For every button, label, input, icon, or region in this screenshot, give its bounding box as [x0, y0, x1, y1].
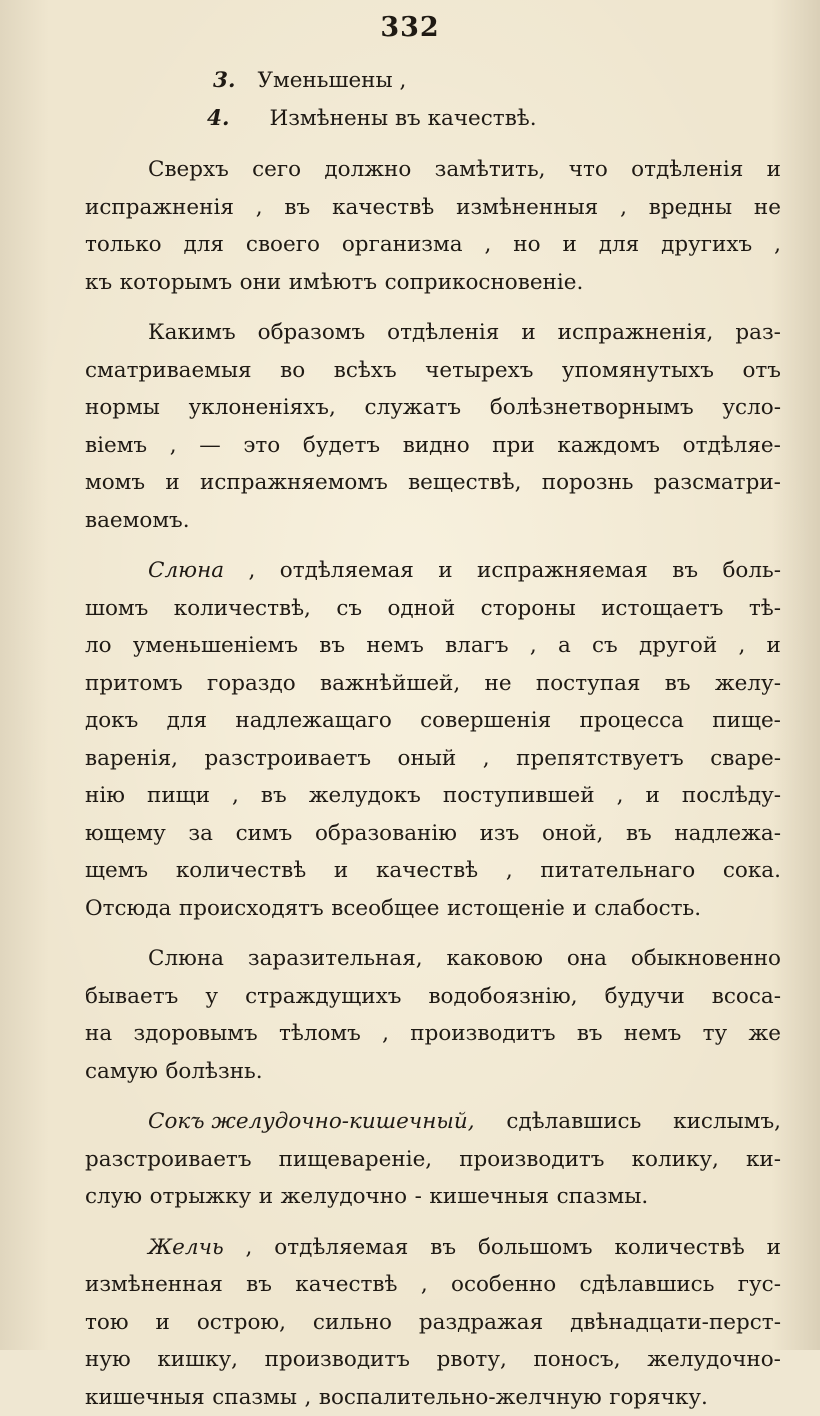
word: сего	[252, 151, 301, 189]
word: кишечныя	[85, 1379, 205, 1416]
word: самую	[85, 1053, 158, 1091]
text-line	[85, 464, 781, 502]
word: и	[521, 314, 535, 352]
word: образованію	[315, 815, 457, 853]
word: ,	[483, 740, 490, 778]
word: ,	[305, 1379, 312, 1416]
word: образомъ	[258, 314, 366, 352]
paragraph-1	[85, 151, 781, 301]
word: ло	[85, 627, 112, 665]
word: въ	[319, 627, 345, 665]
word: гус-	[738, 1266, 781, 1304]
text-line	[85, 189, 781, 227]
word: ,	[382, 1015, 389, 1053]
word: въ	[665, 665, 691, 703]
list-number: 4.	[207, 100, 229, 138]
word: упомянутыхъ	[562, 352, 714, 390]
word: испражняемомъ	[200, 464, 388, 502]
word: измѣненныя	[456, 189, 598, 227]
word: стороны	[481, 590, 576, 628]
text-line	[85, 1103, 781, 1141]
word: оный	[398, 740, 457, 778]
word: болѣзнетворнымъ	[490, 389, 694, 427]
word: нію	[85, 777, 125, 815]
word: отдѣленія	[631, 151, 743, 189]
text-line	[85, 740, 781, 778]
word: ,	[617, 777, 624, 815]
word: для	[184, 226, 224, 264]
word: количествѣ	[176, 852, 306, 890]
word: ющему	[85, 815, 166, 853]
text-line	[85, 151, 781, 189]
paragraph-gastric-juice	[85, 1103, 781, 1216]
word: ,	[421, 1266, 428, 1304]
word: четырехъ	[425, 352, 533, 390]
word: порознь	[542, 464, 634, 502]
text-line	[85, 852, 781, 890]
text-line	[85, 1053, 781, 1091]
text-line	[85, 1178, 781, 1216]
word: и	[165, 464, 179, 502]
word: и	[438, 552, 452, 590]
word: бываетъ	[85, 978, 178, 1016]
list-text: Измѣнены въ качествѣ.	[269, 100, 536, 138]
word: желудочно-	[647, 1341, 781, 1379]
text-line	[85, 427, 781, 465]
text-line	[85, 1341, 781, 1379]
word: кишечныя	[429, 1178, 549, 1216]
word: къ	[85, 264, 112, 302]
word: пищевареніе,	[279, 1141, 433, 1179]
word: соприкосновеніе.	[385, 264, 584, 302]
word: качествѣ	[332, 189, 434, 227]
word: послѣду-	[682, 777, 781, 815]
word: въ	[672, 552, 698, 590]
word: —	[199, 427, 221, 465]
page-text	[85, 62, 781, 1416]
word: заразительная,	[248, 940, 423, 978]
word: и	[767, 151, 781, 189]
word: количествѣ,	[174, 590, 311, 628]
word: ную	[85, 1341, 131, 1379]
paragraph-2	[85, 314, 781, 539]
word: сдѣлавшись	[506, 1103, 641, 1141]
word: пище-	[712, 702, 781, 740]
paragraph-bile	[85, 1229, 781, 1416]
word: кишку,	[157, 1341, 238, 1379]
word: острою,	[197, 1304, 286, 1342]
word: при	[492, 427, 534, 465]
word: и	[156, 1304, 170, 1342]
word: не	[485, 665, 512, 703]
word: для	[599, 226, 639, 264]
word: Отсюда	[85, 890, 171, 928]
word: испражненія,	[558, 314, 714, 352]
text-line	[85, 665, 781, 703]
text-line	[85, 1229, 781, 1267]
list-number: 3.	[213, 62, 235, 100]
word: поступившей	[443, 777, 595, 815]
list-item-4	[85, 100, 781, 138]
list-text: Уменьшены ,	[257, 62, 406, 100]
word: здоровымъ	[133, 1015, 257, 1053]
text-line	[85, 1141, 781, 1179]
word: препятствуетъ	[516, 740, 684, 778]
text-line	[85, 815, 781, 853]
word: тѣ-	[749, 590, 781, 628]
word: отдѣляе-	[683, 427, 781, 465]
word: каждомъ	[557, 427, 660, 465]
word: и	[259, 1178, 273, 1216]
text-line	[85, 352, 781, 390]
paragraph-contagious-saliva	[85, 940, 781, 1090]
word: которымъ	[120, 264, 233, 302]
word: на	[85, 1015, 112, 1053]
word: въ	[626, 815, 652, 853]
word: въ	[577, 1015, 603, 1053]
word: Какимъ	[148, 314, 236, 352]
word: момъ	[85, 464, 145, 502]
word: ,	[774, 226, 781, 264]
word: шомъ	[85, 590, 148, 628]
word: сматриваемыя	[85, 352, 252, 390]
word: сока.	[723, 852, 781, 890]
word: важнѣйшей,	[320, 665, 460, 703]
italic-term: Слюна	[148, 552, 224, 590]
word: докъ	[85, 702, 138, 740]
word: страждущихъ	[245, 978, 401, 1016]
word: съ	[336, 590, 362, 628]
word: спазмы	[212, 1379, 297, 1416]
word: кислымъ,	[673, 1103, 781, 1141]
word: ,	[256, 189, 263, 227]
word: двѣнадцати-перст-	[570, 1304, 781, 1342]
text-line	[85, 552, 781, 590]
word: истощеніе	[447, 890, 565, 928]
word: и	[767, 627, 781, 665]
word: это	[243, 427, 280, 465]
word: разстроиваетъ	[205, 740, 372, 778]
word: пищи	[147, 777, 210, 815]
word: другихъ	[661, 226, 752, 264]
text-line	[85, 627, 781, 665]
text-line	[85, 1379, 781, 1416]
word: качествѣ	[295, 1266, 397, 1304]
word: отъ	[742, 352, 781, 390]
word: притомъ	[85, 665, 183, 703]
word: слабость.	[594, 890, 701, 928]
text-line	[85, 389, 781, 427]
text-line	[85, 777, 781, 815]
word: за	[188, 815, 213, 853]
paragraph-saliva	[85, 552, 781, 927]
word: разстроиваетъ	[85, 1141, 252, 1179]
word: поносъ,	[533, 1341, 620, 1379]
word: количествѣ	[614, 1229, 744, 1267]
word: горячку.	[609, 1379, 708, 1416]
word: желу-	[715, 665, 781, 703]
word: раз-	[735, 314, 781, 352]
word: для	[167, 702, 207, 740]
word: и	[334, 852, 348, 890]
word: съ	[592, 627, 618, 665]
word: всеобщее	[331, 890, 439, 928]
word: немъ	[624, 1015, 681, 1053]
list-item-3	[85, 62, 781, 100]
word: раздражая	[419, 1304, 543, 1342]
word: немъ	[366, 627, 423, 665]
word: въ	[246, 1266, 272, 1304]
word: ,	[738, 627, 745, 665]
word: ,	[506, 852, 513, 890]
word: истощаетъ	[601, 590, 723, 628]
word: гораздо	[207, 665, 296, 703]
word: испражняемая	[477, 552, 648, 590]
word: поступая	[536, 665, 641, 703]
word: надлежащаго	[235, 702, 391, 740]
word: же	[748, 1015, 781, 1053]
word: отдѣляемая	[274, 1229, 408, 1267]
word: віемъ	[85, 427, 147, 465]
word: что	[569, 151, 608, 189]
word: ,	[530, 627, 537, 665]
word: будучи	[605, 978, 685, 1016]
text-line	[85, 1015, 781, 1053]
word: большомъ	[478, 1229, 593, 1267]
word: симъ	[236, 815, 293, 853]
word: уменьшеніемъ	[133, 627, 298, 665]
word: совершенія	[420, 702, 551, 740]
word: сваре-	[710, 740, 781, 778]
text-line	[85, 940, 781, 978]
italic-term: Желчь	[148, 1229, 224, 1267]
italic-term: Сокъ желудочно-кишечный,	[148, 1103, 475, 1141]
word: но	[513, 226, 540, 264]
word: питательнаго	[540, 852, 695, 890]
word: воспалительно-желчную	[319, 1379, 602, 1416]
word: производитъ	[410, 1015, 555, 1053]
word: въ	[261, 777, 287, 815]
word: отдѣленія	[387, 314, 499, 352]
word: оной,	[542, 815, 603, 853]
word: они	[240, 264, 282, 302]
word: и	[562, 226, 576, 264]
word: желудокъ	[309, 777, 421, 815]
word: ,	[248, 552, 255, 590]
text-line	[85, 314, 781, 352]
word: имѣютъ	[289, 264, 377, 302]
word: усло-	[722, 389, 781, 427]
word: другой	[639, 627, 717, 665]
text-line	[85, 590, 781, 628]
word: она	[567, 940, 607, 978]
word: вредны	[649, 189, 732, 227]
word: только	[85, 226, 162, 264]
word: ,	[232, 777, 239, 815]
word: Сверхъ	[148, 151, 229, 189]
text-line	[85, 226, 781, 264]
word: и	[767, 1229, 781, 1267]
word: и	[572, 890, 586, 928]
word: желудочно	[281, 1178, 407, 1216]
word: всоса-	[712, 978, 781, 1016]
word: не	[754, 189, 781, 227]
word: болѣзнь.	[165, 1053, 262, 1091]
word: а	[558, 627, 571, 665]
word: сильно	[313, 1304, 392, 1342]
word: слую	[85, 1178, 142, 1216]
word: испражненія	[85, 189, 234, 227]
word: своего	[246, 226, 320, 264]
text-line	[85, 1266, 781, 1304]
word: въ	[284, 189, 310, 227]
page-number: 332	[0, 12, 820, 43]
text-line	[85, 264, 781, 302]
word: тѣломъ	[279, 1015, 361, 1053]
word: должно	[324, 151, 411, 189]
word: ту	[703, 1015, 728, 1053]
word: служатъ	[365, 389, 462, 427]
word: видно	[403, 427, 470, 465]
word: щемъ	[85, 852, 148, 890]
word: происходятъ	[179, 890, 324, 928]
word: рвоту,	[437, 1341, 507, 1379]
word: ,	[170, 427, 177, 465]
text-line	[85, 978, 781, 1016]
word: производитъ	[459, 1141, 604, 1179]
word: качествѣ	[376, 852, 478, 890]
word: отрыжку	[150, 1178, 252, 1216]
word: каковою	[447, 940, 543, 978]
text-line	[85, 502, 781, 540]
word: одной	[387, 590, 455, 628]
word: веществѣ,	[408, 464, 521, 502]
word: отдѣляемая	[280, 552, 414, 590]
word: въ	[430, 1229, 456, 1267]
word: процесса	[579, 702, 684, 740]
word: ки-	[746, 1141, 781, 1179]
word: уклоненіяхъ,	[189, 389, 336, 427]
word: во	[280, 352, 305, 390]
word: всѣхъ	[334, 352, 397, 390]
word: тою	[85, 1304, 129, 1342]
word: варенія,	[85, 740, 178, 778]
word: замѣтить,	[435, 151, 546, 189]
word: производитъ	[265, 1341, 410, 1379]
word: обыкновенно	[631, 940, 781, 978]
word: нормы	[85, 389, 160, 427]
word: и	[646, 777, 660, 815]
text-line	[85, 1304, 781, 1342]
word: будетъ	[303, 427, 380, 465]
word: у	[205, 978, 218, 1016]
word: -	[415, 1178, 422, 1216]
word: ,	[620, 189, 627, 227]
word: сдѣлавшись	[580, 1266, 715, 1304]
word: ,	[246, 1229, 253, 1267]
word: боль-	[722, 552, 781, 590]
word: особенно	[451, 1266, 556, 1304]
word: изъ	[480, 815, 520, 853]
word: ваемомъ.	[85, 502, 190, 540]
word: ,	[485, 226, 492, 264]
word: Слюна	[148, 940, 224, 978]
word: колику,	[632, 1141, 719, 1179]
word: надлежа-	[674, 815, 781, 853]
word: влагъ	[445, 627, 509, 665]
word: спазмы.	[557, 1178, 649, 1216]
word: разсматри-	[654, 464, 781, 502]
word: водобоязнію,	[428, 978, 577, 1016]
word: измѣненная	[85, 1266, 223, 1304]
word: организма	[342, 226, 463, 264]
text-line	[85, 890, 781, 928]
text-line	[85, 702, 781, 740]
